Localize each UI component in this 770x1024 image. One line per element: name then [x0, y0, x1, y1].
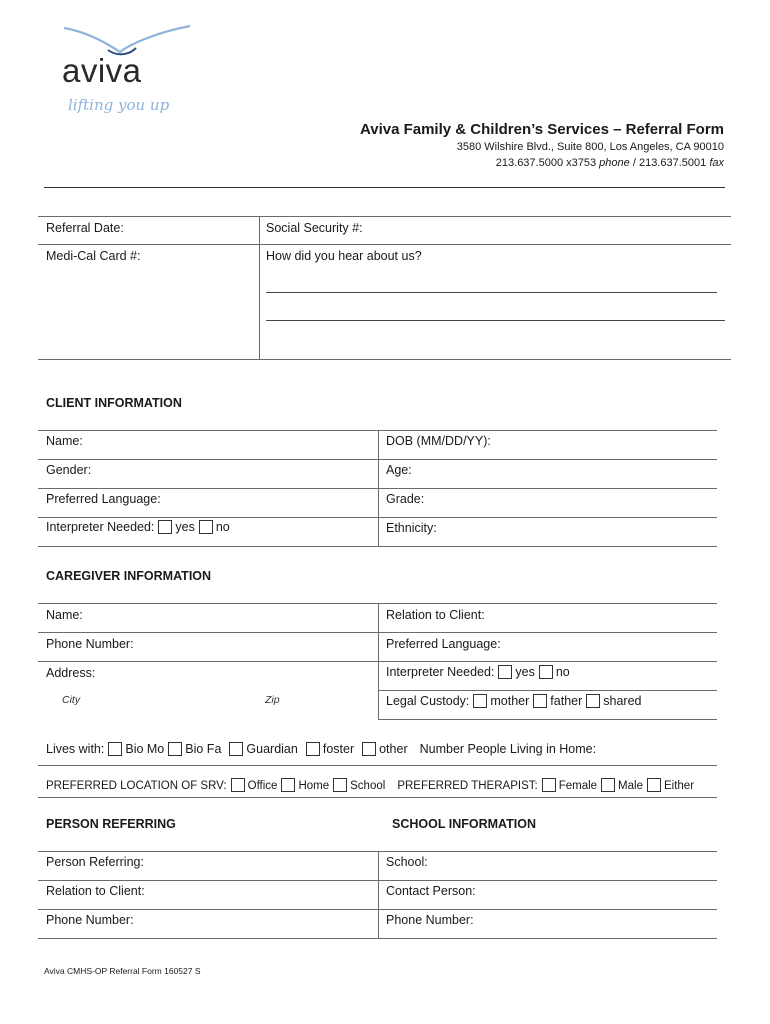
office-label: Office	[247, 780, 278, 792]
interpreter-yes-checkbox[interactable]	[158, 520, 172, 534]
number-people-field[interactable]: Number People Living in Home:	[419, 742, 597, 756]
city-label: City	[62, 694, 81, 706]
location-label: PREFERRED LOCATION OF SRV:	[46, 780, 227, 792]
yes-label: yes	[175, 520, 195, 534]
medical-card-field[interactable]: Medi-Cal Card #:	[46, 249, 141, 263]
preferences-row	[46, 778, 694, 792]
home-label: Home	[298, 780, 330, 792]
bio-mo-label: Bio Mo	[125, 742, 165, 756]
shared-label: shared	[603, 694, 642, 708]
caregiver-relation-field[interactable]: Relation to Client:	[386, 608, 485, 622]
form-code: Aviva CMHS-OP Referral Form 160527 S	[44, 966, 201, 976]
either-label: Either	[663, 780, 695, 792]
lives-with-label: Lives with:	[46, 742, 105, 756]
school-phone-field[interactable]: Phone Number:	[386, 913, 474, 927]
school-field[interactable]: School:	[386, 855, 428, 869]
client-age-field[interactable]: Age:	[386, 463, 412, 477]
form-title: Aviva Family & Children’s Services – Referral Form	[359, 121, 724, 138]
foster-checkbox[interactable]	[306, 742, 320, 756]
therapist-label: PREFERRED THERAPIST:	[397, 780, 538, 792]
client-interpreter-row	[46, 520, 230, 534]
other-label: other	[379, 742, 408, 756]
hear-about-us-field[interactable]: How did you hear about us?	[266, 249, 422, 263]
guardian-label: Guardian	[246, 742, 298, 756]
no-label: no	[555, 665, 570, 679]
caregiver-phone-field[interactable]: Phone Number:	[46, 637, 134, 651]
divider	[38, 797, 717, 798]
referrer-phone-field[interactable]: Phone Number:	[46, 913, 134, 927]
yes-label: yes	[515, 665, 535, 679]
female-checkbox[interactable]	[542, 778, 556, 792]
custody-label: Legal Custody:	[386, 694, 470, 708]
divider	[38, 546, 717, 547]
client-info-heading: CLIENT INFORMATION	[46, 396, 182, 410]
person-referring-heading: PERSON REFERRING	[46, 817, 176, 831]
male-label: Male	[618, 780, 643, 792]
caregiver-info-heading: CAREGIVER INFORMATION	[46, 569, 212, 583]
custody-shared-checkbox[interactable]	[586, 694, 600, 708]
logo-wordmark: aviva	[62, 52, 142, 89]
phone-word: phone	[599, 157, 630, 169]
header-contact	[496, 157, 724, 169]
legal-custody-row	[386, 694, 642, 708]
mother-label: mother	[490, 694, 530, 708]
custody-father-checkbox[interactable]	[533, 694, 547, 708]
header-rule	[44, 187, 725, 188]
divider	[38, 765, 717, 766]
person-referring-field[interactable]: Person Referring:	[46, 855, 144, 869]
interpreter-no-checkbox[interactable]	[199, 520, 213, 534]
father-label: father	[550, 694, 583, 708]
lives-with-row	[46, 742, 596, 756]
caregiver-interpreter-row	[386, 665, 570, 679]
other-checkbox[interactable]	[362, 742, 376, 756]
either-checkbox[interactable]	[647, 778, 661, 792]
divider	[38, 359, 731, 360]
logo-tagline: lifting you up	[68, 96, 170, 114]
caregiver-name-field[interactable]: Name:	[46, 608, 83, 622]
caregiver-language-field[interactable]: Preferred Language:	[386, 637, 501, 651]
header-address: 3580 Wilshire Blvd., Suite 800, Los Angeles, CA 90010	[456, 141, 724, 153]
divider	[259, 216, 260, 359]
contact-separator: /	[632, 157, 636, 169]
client-language-field[interactable]: Preferred Language:	[46, 492, 161, 506]
divider	[38, 938, 717, 939]
zip-label: Zip	[265, 694, 280, 706]
office-checkbox[interactable]	[231, 778, 245, 792]
no-label: no	[215, 520, 230, 534]
guardian-checkbox[interactable]	[229, 742, 243, 756]
divider	[38, 244, 731, 245]
client-dob-field[interactable]: DOB (MM/DD/YY):	[386, 434, 491, 448]
interpreter-label: Interpreter Needed:	[46, 520, 155, 534]
answer-line[interactable]	[266, 320, 725, 321]
referral-date-field[interactable]: Referral Date:	[46, 221, 124, 235]
fax-word: fax	[709, 157, 724, 169]
male-checkbox[interactable]	[601, 778, 615, 792]
client-grade-field[interactable]: Grade:	[386, 492, 425, 506]
divider	[378, 603, 379, 719]
bio-fa-label: Bio Fa	[185, 742, 222, 756]
divider	[378, 430, 379, 546]
ssn-field[interactable]: Social Security #:	[266, 221, 363, 235]
bio-fa-checkbox[interactable]	[168, 742, 182, 756]
fax-number: 213.637.5001	[638, 157, 707, 169]
school-label: School	[350, 780, 386, 792]
school-contact-field[interactable]: Contact Person:	[386, 884, 476, 898]
aviva-logo	[58, 22, 198, 122]
client-name-field[interactable]: Name:	[46, 434, 83, 448]
divider	[378, 719, 717, 720]
client-gender-field[interactable]: Gender:	[46, 463, 92, 477]
client-ethnicity-field[interactable]: Ethnicity:	[386, 521, 437, 535]
interpreter-label: Interpreter Needed:	[386, 665, 495, 679]
phone-number: 213.637.5000 x3753	[495, 157, 597, 169]
foster-label: foster	[322, 742, 355, 756]
bio-mo-checkbox[interactable]	[108, 742, 122, 756]
divider	[38, 216, 731, 217]
interpreter-no-checkbox[interactable]	[539, 665, 553, 679]
female-label: Female	[558, 780, 598, 792]
school-checkbox[interactable]	[333, 778, 347, 792]
interpreter-yes-checkbox[interactable]	[498, 665, 512, 679]
divider	[378, 690, 717, 691]
school-info-heading: SCHOOL INFORMATION	[392, 817, 536, 831]
referrer-relation-field[interactable]: Relation to Client:	[46, 884, 145, 898]
caregiver-address-field[interactable]: Address:	[46, 666, 96, 680]
home-checkbox[interactable]	[281, 778, 295, 792]
answer-line[interactable]	[266, 292, 717, 293]
custody-mother-checkbox[interactable]	[473, 694, 487, 708]
divider	[378, 851, 379, 938]
